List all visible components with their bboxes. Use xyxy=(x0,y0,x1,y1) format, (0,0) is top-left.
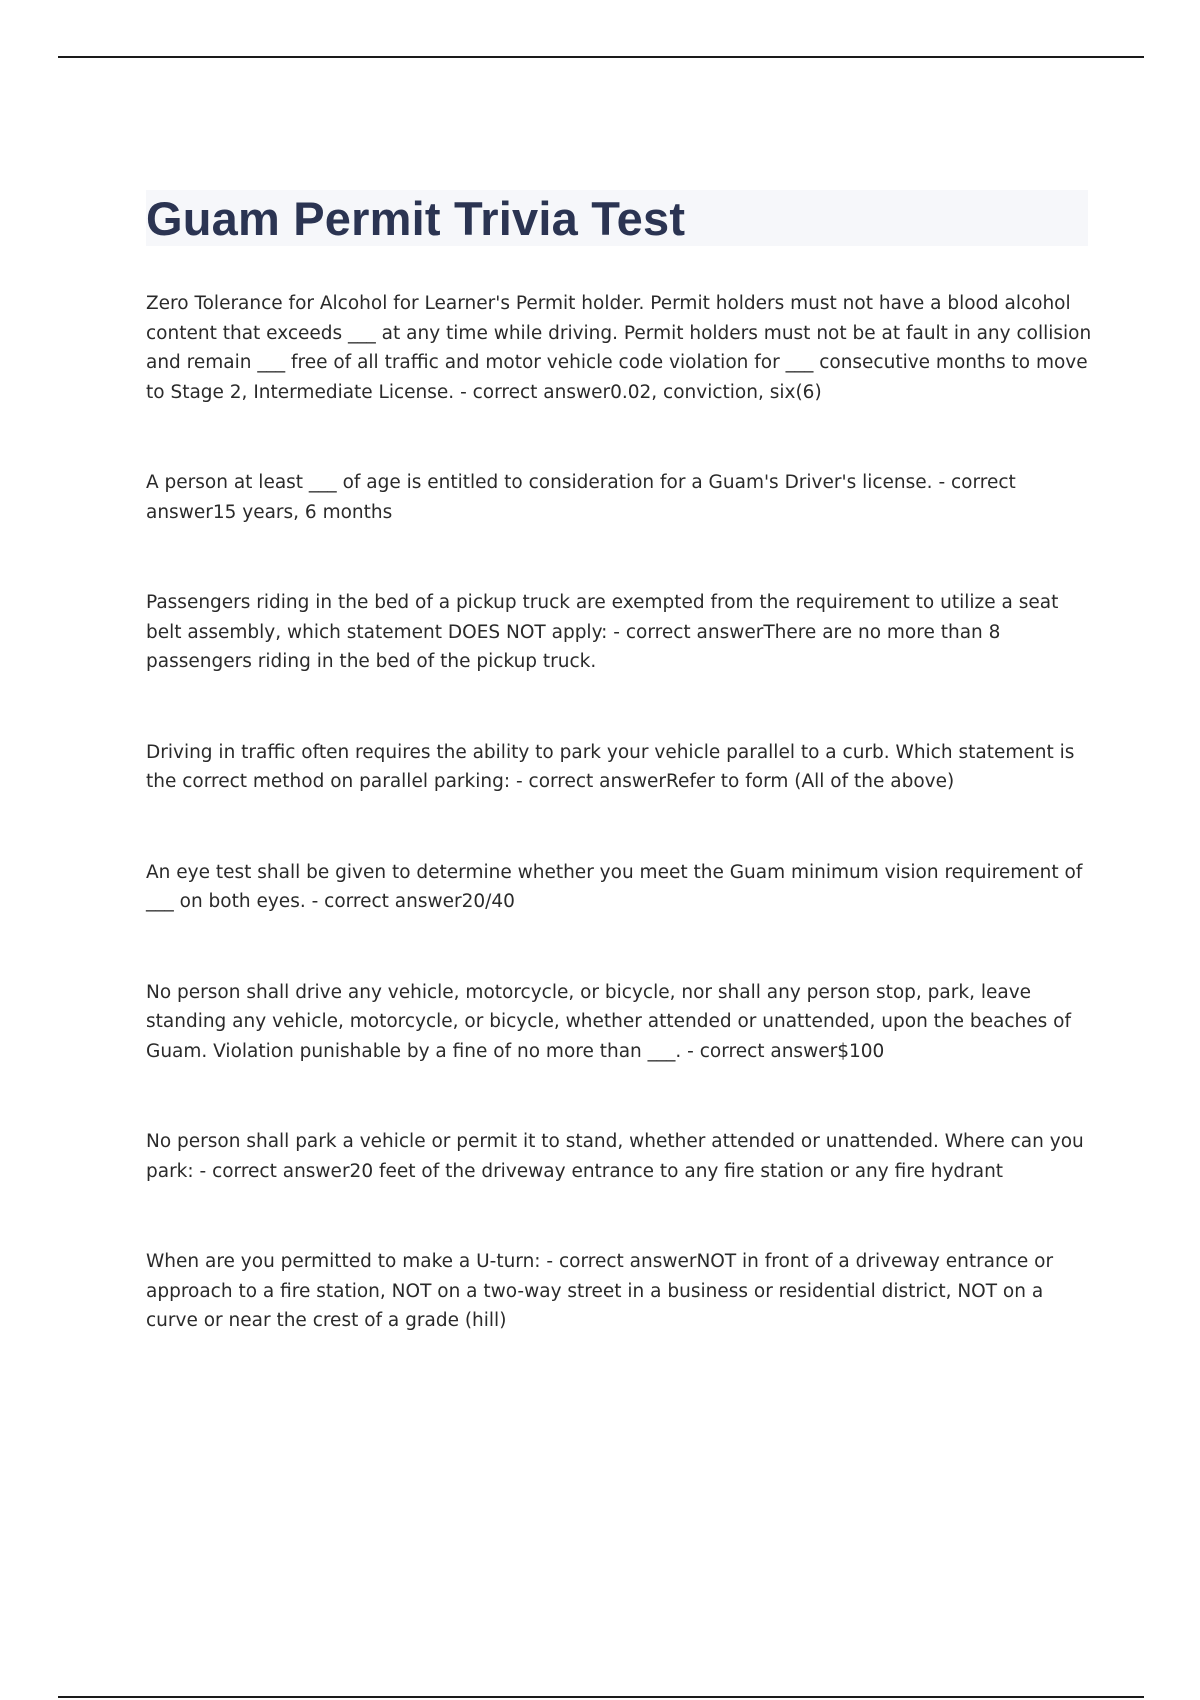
question-item-6: No person shall drive any vehicle, motorcycle, or bicycle, nor shall any person stop, park, leave standing any vehicle, motorcycle, or bicycle, whether attended or unattended, upon the beaches of Guam. Violation punishable by a fine of no more than ___. - correct answer$100 xyxy=(146,981,1072,1062)
question-item-8: When are you permitted to make a U-turn: - correct answerNOT in front of a driveway entrance or approach to a fire station, NOT on a two-way street in a business or residential district, NOT on a curve or near the crest of a grade (hill) xyxy=(146,1251,1054,1331)
question-item-4: Driving in traffic often requires the ability to park your vehicle parallel to a curb. Which statement is the correct method on parallel parking: - correct answerRefer to form (All of the above) xyxy=(146,741,1075,792)
top-rule xyxy=(58,56,1144,58)
question-item-1: Zero Tolerance for Alcohol for Learner's Permit holder. Permit holders must not have a blood alcohol content that exceeds ___ at any time while driving. Permit holders must not be at fault in any collision and remain ___ free of all traffic and motor vehicle code violation for ___ consecutive months to move to Stage 2, Intermediate License. - correct answer0.02, conviction, six(6) xyxy=(146,293,1092,403)
question-list xyxy=(146,289,1096,1336)
page-title: Guam Permit Trivia Test xyxy=(146,192,686,245)
question-item-7: No person shall park a vehicle or permit it to stand, whether attended or unattended. Where can you park: - correct answer20 feet of the driveway entrance to any fire station or any fire hydrant xyxy=(146,1131,1084,1182)
question-item-2: A person at least ___ of age is entitled to consideration for a Guam's Driver's license. - correct answer15 years, 6 months xyxy=(146,472,1016,523)
question-item-5: An eye test shall be given to determine whether you meet the Guam minimum vision requirement of ___ on both eyes. - correct answer20/40 xyxy=(146,861,1083,912)
bottom-rule xyxy=(58,1696,1144,1698)
question-item-3: Passengers riding in the bed of a pickup truck are exempted from the requirement to utilize a seat belt assembly, which statement DOES NOT apply: - correct answerThere are no more than 8 passengers riding in the bed of the pickup truck. xyxy=(146,592,1059,672)
